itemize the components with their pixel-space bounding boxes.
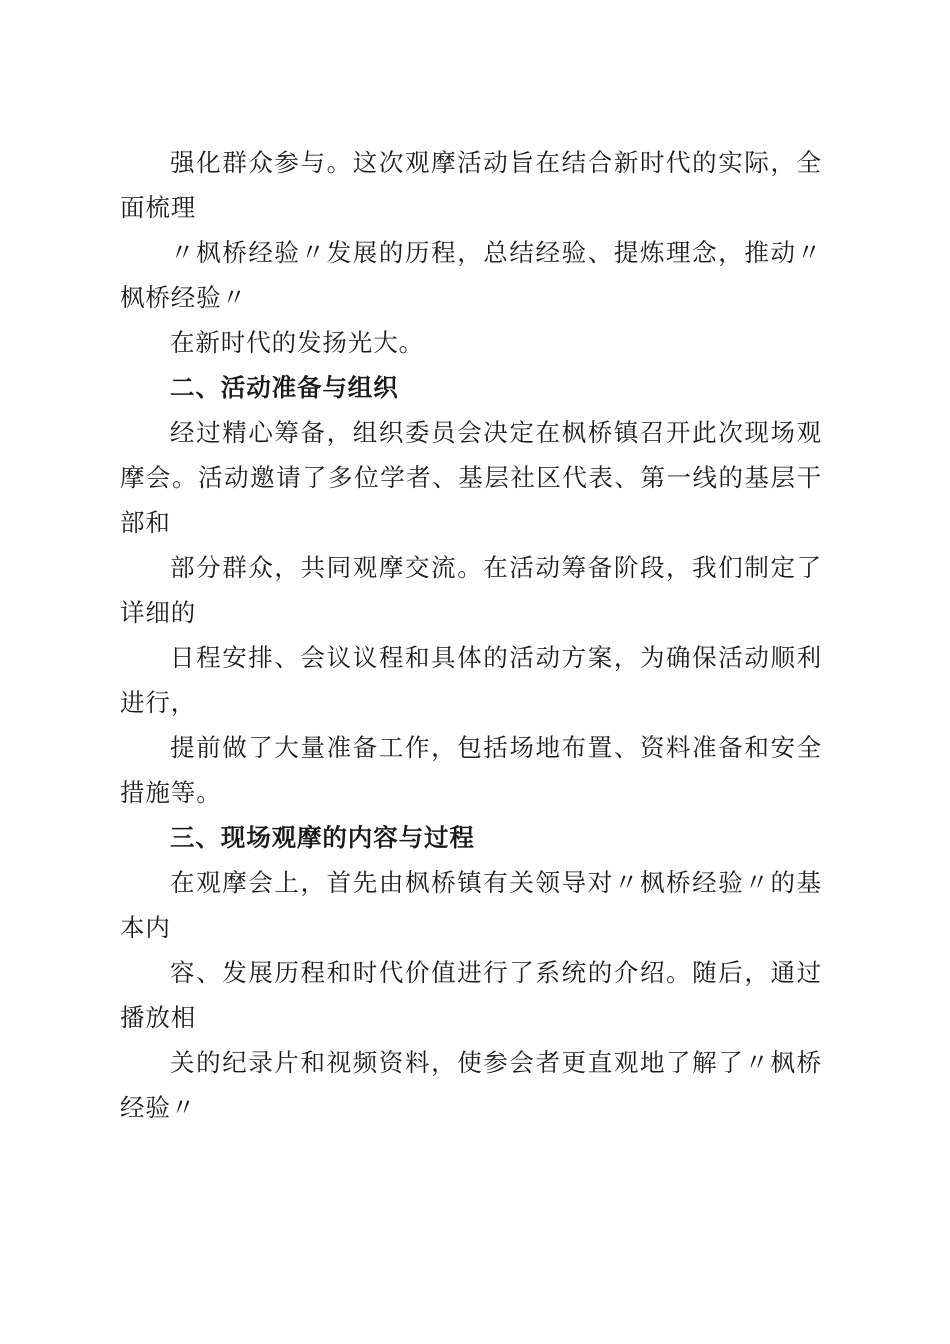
paragraph-3: 在新时代的发扬光大。 (170, 328, 424, 357)
section-heading-3: 三、现场观摩的内容与过程 (170, 823, 475, 852)
paragraph-9: 容、发展历程和时代价值进行了系统的介绍。随后，通过播放相 (120, 958, 822, 1032)
section-heading-2: 二、活动准备与组织 (170, 373, 399, 402)
paragraph-8: 在观摩会上，首先由枫桥镇有关领导对〃枫桥经验〃的基本内 (120, 868, 822, 942)
paragraph-6: 日程安排、会议议程和具体的活动方案，为确保活动顺利进行， (120, 643, 822, 717)
paragraph-4: 经过精心筹备，组织委员会决定在枫桥镇召开此次现场观摩会。活动邀请了多位学者、基层社区代表、第一线的基层干部和 (120, 418, 822, 537)
paragraph-10: 关的纪录片和视频资料，使参会者更直观地了解了〃枫桥经验〃 (120, 1048, 822, 1122)
document-page (120, 140, 822, 1130)
paragraph-2: 〃枫桥经验〃发展的历程，总结经验、提炼理念，推动〃枫桥经验〃 (120, 238, 822, 312)
paragraph-1: 强化群众参与。这次观摩活动旨在结合新时代的实际，全面梳理 (120, 148, 822, 222)
paragraph-7: 提前做了大量准备工作，包括场地布置、资料准备和安全措施等。 (120, 733, 822, 807)
paragraph-5: 部分群众，共同观摩交流。在活动筹备阶段，我们制定了详细的 (120, 553, 822, 627)
